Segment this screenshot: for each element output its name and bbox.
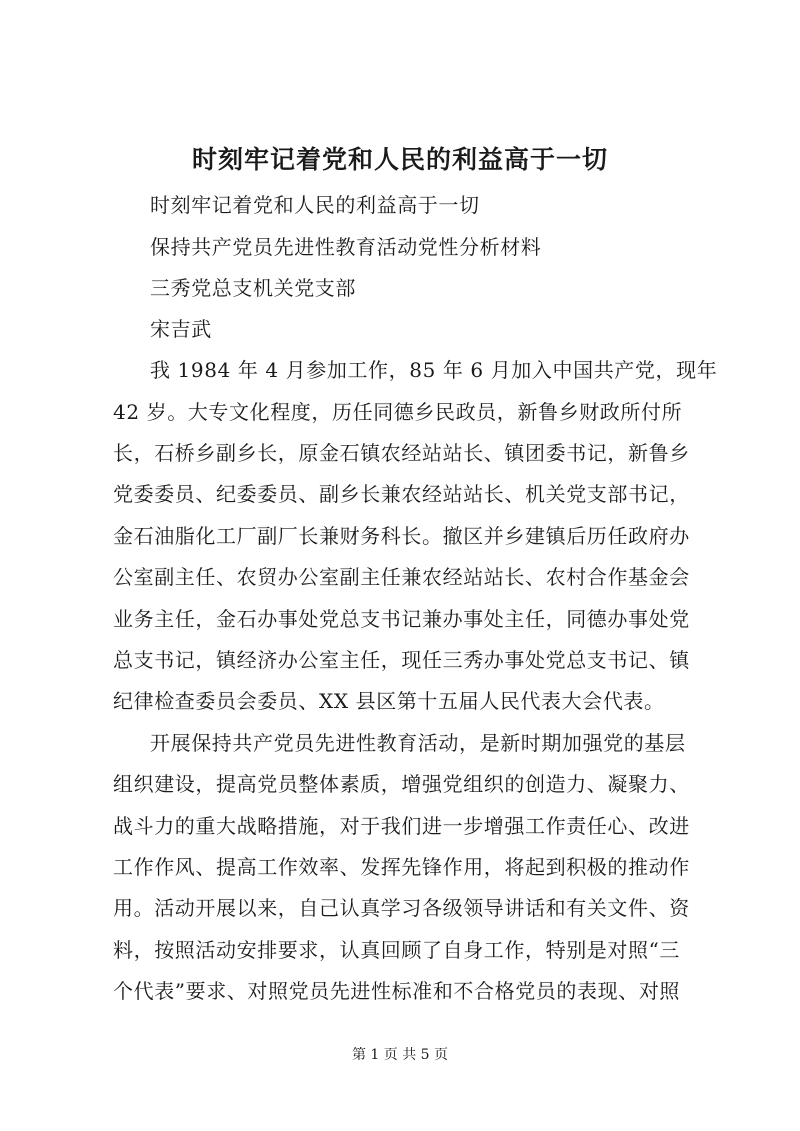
- paragraph-line: 长，石桥乡副乡长，原金石镇农经站站长、镇团委书记，新鲁乡: [113, 441, 690, 465]
- paragraph-line: 42 岁。大专文化程度，历任同德乡民政员，新鲁乡财政所付所: [113, 400, 683, 424]
- paragraph-line: 党委委员、纪委委员、副乡长兼农经站站长、机关党支部书记，: [113, 482, 690, 506]
- header-line-organization: 三秀党总支机关党支部: [150, 276, 356, 300]
- paragraph-line: 金石油脂化工厂副厂长兼财务科长。撤区并乡建镇后历任政府办: [113, 524, 690, 548]
- header-line-subtitle: 保持共产党员先进性教育活动党性分析材料: [150, 235, 542, 259]
- page-title: 时刻牢记着党和人民的利益高于一切: [191, 145, 608, 174]
- header-line-author: 宋吉武: [150, 317, 212, 341]
- paragraph-line: 组织建设，提高党员整体素质，增强党组织的创造力、凝聚力、: [113, 772, 690, 796]
- paragraph-line: 纪律检查委员会委员、XX 县区第十五届人民代表大会代表。: [113, 689, 665, 713]
- paragraph-line: 业务主任，金石办事处党总支书记兼办事处主任，同德办事处党: [113, 607, 690, 631]
- paragraph-line: 我 1984 年 4 月参加工作，85 年 6 月加入中国共产党，现年: [150, 358, 718, 382]
- header-line-title: 时刻牢记着党和人民的利益高于一切: [150, 193, 480, 217]
- page-footer: 第 1 页 共 5 页: [351, 1047, 449, 1063]
- paragraph-line: 总支书记，镇经济办公室主任，现任三秀办事处党总支书记、镇: [113, 648, 690, 672]
- paragraph-line: 公室副主任、农贸办公室副主任兼农经站站长、农村合作基金会: [113, 565, 690, 589]
- paragraph-line: 用。活动开展以来，自己认真学习各级领导讲话和有关文件、资: [113, 896, 690, 920]
- paragraph-line: 开展保持共产党员先进性教育活动，是新时期加强党的基层: [150, 731, 686, 755]
- paragraph-line: 料，按照活动安排要求，认真回顾了自身工作，特别是对照“三: [113, 938, 681, 962]
- paragraph-line: 工作作风、提高工作效率、发挥先锋作用，将起到积极的推动作: [113, 855, 690, 879]
- paragraph-line: 战斗力的重大战略措施，对于我们进一步增强工作责任心、改进: [113, 814, 690, 838]
- paragraph-line: 个代表”要求、对照党员先进性标准和不合格党员的表现、对照: [113, 979, 681, 1003]
